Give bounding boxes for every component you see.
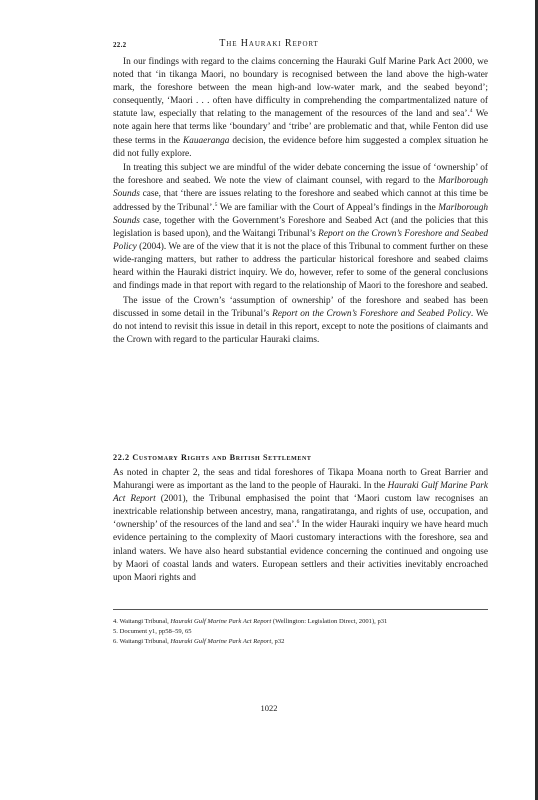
footnote-ref: 6	[296, 519, 300, 526]
text-run: In our findings with regard to the claims concerning the Hauraki Gulf Marine Park Act 2000, we noted that ‘in tikanga Maori, no boundary is recognised between the land above the high-water mark, the foreshore between the mean high-and low-water mark, and the seabed beyond’; consequently, ‘Maori . . . often have difficulty in comprehending the compartmentalized nature of statute law, especially that relating to the management of the resources of the land and sea’.	[113, 57, 488, 120]
footnote	[113, 617, 488, 627]
text-run: (2001), the Tribunal emphasised the point that ‘Maori custom law recognises an inextricable relationship between ancestry, mana, rangatiratanga, and rights of use, occupation, and ‘ownership’ of the resources of the land and sea’.	[113, 494, 488, 531]
section-heading: 22.2 Customary Rights and British Settlement	[113, 453, 312, 462]
text-run: (2004). We are of the view that it is not the place of this Tribunal to comment further on these wide-ranging matters, but rather to address the particular historical foreshore and seabed claims heard within the Hauraki district inquiry. We do, however, refer to some of the general conclusions and findings made in that report with regard to the relationship of Maori to the foreshore and seabed.	[113, 241, 488, 292]
section-customary-rights	[113, 453, 488, 585]
text-run: 5. Document y1, pp58–59, 65	[113, 628, 192, 635]
footnote-ref: 5	[214, 201, 218, 208]
header-section-number: 22.2	[113, 41, 127, 49]
footnotes	[113, 617, 488, 647]
text-run: 6. Waitangi Tribunal,	[113, 638, 171, 645]
italic-text: Kauaeranga	[182, 135, 230, 146]
text-run: As noted in chapter 2, the seas and tidal foreshores of Tikapa Moana north to Great Barrier and Mahurangi were as important as the land to the people of Hauraki. In the	[113, 468, 488, 492]
paragraph	[113, 295, 488, 347]
italic-text: Marlborough Sounds	[113, 202, 488, 226]
text-run: We note again here that terms like ‘boundary’ and ‘tribe’ are problematic and that, while Fenton did use these terms in the	[113, 109, 488, 146]
text-run: decision, the evidence before him suggested a complex situation he did not fully explore.	[113, 135, 488, 159]
text-run: We are familiar with the Court of Appeal’s findings in the	[217, 202, 439, 213]
italic-text: Hauraki Gulf Marine Park Act Report	[170, 618, 272, 625]
text-run: The issue of the Crown’s ‘assumption of ownership’ of the foreshore and seabed has been discussed in some detail in the Tribunal’s	[113, 295, 488, 319]
main-text	[113, 56, 488, 347]
running-title: The Hauraki Report	[219, 38, 319, 49]
page-number: 1022	[260, 703, 278, 713]
text-run: (Wellington: Legislation Direct, 2001), p31	[271, 618, 388, 625]
italic-text: Marlborough Sounds	[113, 176, 488, 200]
text-run: In the wider Hauraki inquiry we have heard much evidence pertaining to the complexity of Maori customary interactions with the foreshore, sea and inland waters. We have also heard substantial evidence concerning the continued and ongoing use by Maori of coastal lands and waters. European settlers and their activities inevitably encroached upon Maori rights and	[113, 520, 488, 583]
text-run: In treating this subject we are mindful of the wider debate concerning the issue of ‘ownership’ of the foreshore and seabed. We note the view of claimant counsel, with regard to the	[113, 163, 488, 187]
italic-text: Hauraki Gulf Marine Park Act Report	[113, 481, 488, 505]
footnote	[113, 627, 488, 637]
paragraph	[113, 467, 488, 585]
italic-text: Report on the Crown’s Foreshore and Seabed Policy	[113, 228, 488, 252]
text-run: . We do not intend to revisit this issue in detail in this report, except to note the positions of claimants and the Crown with regard to the particular Hauraki claims.	[113, 308, 489, 345]
text-run: 4. Waitangi Tribunal,	[113, 618, 171, 625]
text-run: case, that ‘there are issues relating to the foreshore and seabed which cannot at this time be addressed by the Tribunal’.	[113, 189, 488, 213]
italic-text: Report on the Crown’s Foreshore and Seabed Policy	[272, 308, 471, 319]
footnote	[113, 637, 488, 647]
paragraph	[113, 162, 488, 293]
footnote-ref: 4	[469, 108, 473, 115]
text-run: , p32	[271, 638, 285, 645]
paragraph	[113, 56, 488, 161]
italic-text: Hauraki Gulf Marine Park Act Report	[170, 638, 272, 645]
footnote-rule	[113, 609, 488, 610]
page-header	[0, 38, 538, 52]
text-run: case, together with the Government’s Foreshore and Seabed Act (and the policies that this legislation is based upon), and the Waitangi Tribunal’s	[113, 215, 488, 239]
